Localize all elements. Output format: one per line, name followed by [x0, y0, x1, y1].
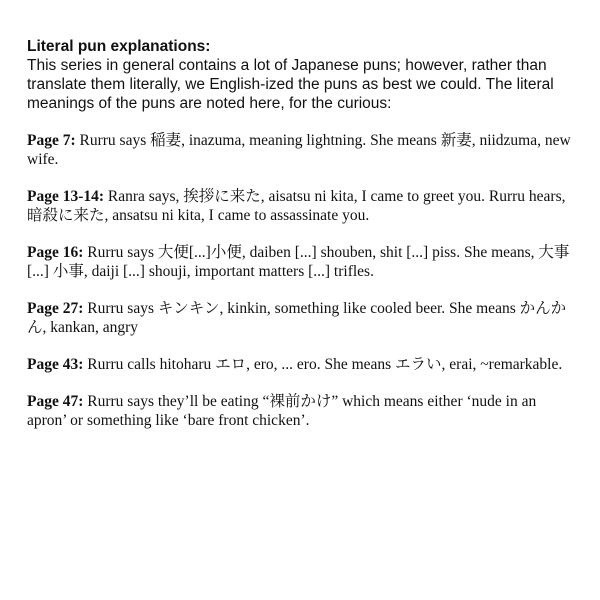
page-label: Page 27:	[27, 300, 84, 317]
pun-explanation: Rurru says 大便[...]小便, daiben [...] shouben, shit [...] piss. She means, 大事 [...] 小事, daiji [...] shouji, important matters [...] trifles.	[27, 244, 570, 280]
pun-explanation: Rurru calls hitoharu エロ, ero, ... ero. She means エラい, erai, ~remarkable.	[83, 356, 563, 373]
pun-entry-page-16	[27, 243, 572, 281]
page-label: Page 43:	[27, 356, 84, 373]
pun-entry-page-7	[27, 131, 572, 169]
pun-explanation: Rurru says they’ll be eating “裸前かけ” which means either ‘nude in an apron’ or something like ‘bare front chicken’.	[27, 393, 537, 429]
page-label: Page 16:	[27, 244, 84, 261]
page-label: Page 13-14:	[27, 188, 105, 205]
section-heading: Literal pun explanations:	[27, 38, 211, 55]
pun-explanation: Rurru says 稲妻, inazuma, meaning lightning. She means 新妻, niidzuma, new wife.	[27, 132, 571, 168]
document-page	[27, 37, 572, 448]
pun-explanation: Ranra says, 挨拶に来た, aisatsu ni kita, I came to greet you. Rurru hears, 暗殺に来た, ansatsu ni kita, I came to assassinate you.	[27, 188, 566, 224]
page-label: Page 7:	[27, 132, 76, 149]
pun-entry-page-43	[27, 355, 572, 374]
pun-entry-page-27	[27, 299, 572, 337]
pun-entry-page-47	[27, 392, 572, 430]
pun-entry-page-13-14	[27, 187, 572, 225]
page-label: Page 47:	[27, 393, 84, 410]
pun-explanation: Rurru says キンキン, kinkin, something like cooled beer. She means かんかん, kankan, angry	[27, 300, 567, 336]
intro-paragraph: This series in general contains a lot of Japanese puns; however, rather than translate them literally, we English-ized the puns as best we could. The literal meanings of the puns are noted here, for the curious:	[27, 57, 554, 112]
